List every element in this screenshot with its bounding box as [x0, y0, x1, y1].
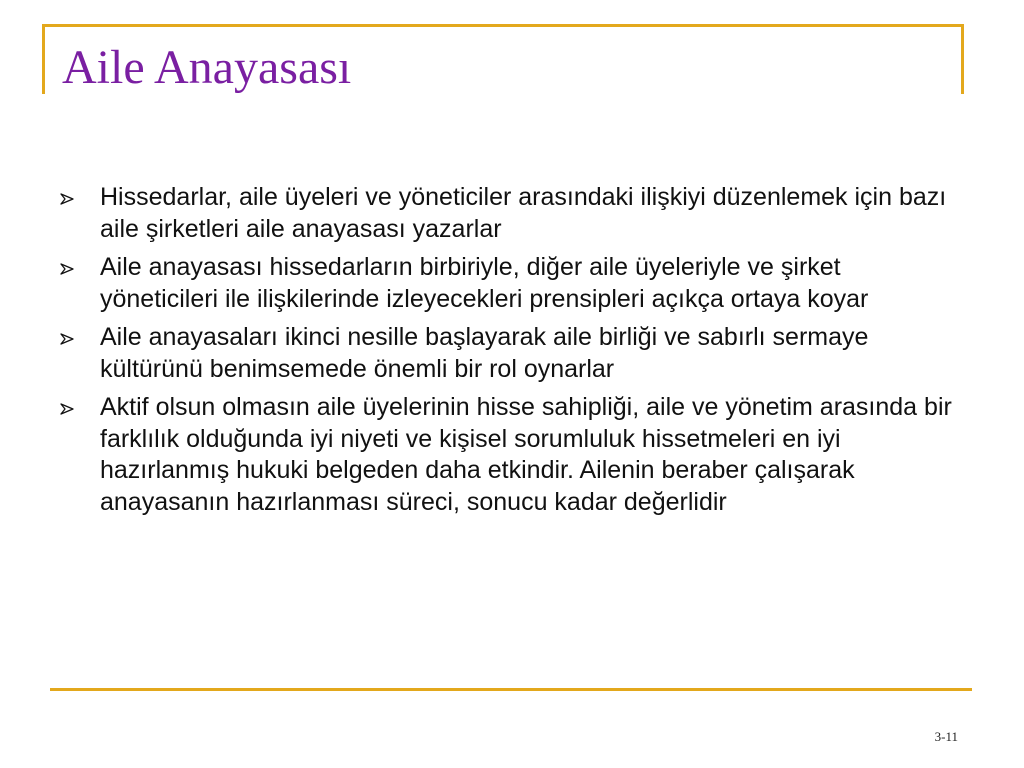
bullet-text: Aile anayasası hissedarların birbiriyle, diğer aile üyeleriyle ve şirket yöneticileri ile ilişkilerinde izleyecekleri prensipleri açıkça ortaya koyar: [100, 253, 869, 313]
bullet-text: Aktif olsun olmasın aile üyelerinin hisse sahipliği, aile ve yönetim arasında bir farklılık olduğunda iyi niyeti ve kişisel sorumluluk hissetmeleri en iyi hazırlanmış hukuki belgeden daha etkindir. Ailenin beraber çalışarak anayasanın hazırlanması süreci, sonucu kadar değerlidir: [100, 393, 952, 516]
slide-number: 3-11: [934, 729, 958, 744]
slide-title: Aile Anayasası: [62, 41, 352, 94]
left-frame-line: [42, 26, 45, 94]
bullet-text: Hissedarlar, aile üyeleri ve yöneticiler arasındaki ilişkiyi düzenlemek için bazı aile şirketleri aile anayasası yazarlar: [100, 183, 947, 243]
bullet-item: [58, 252, 963, 315]
bullet-item: [58, 392, 963, 518]
top-frame-line: [42, 24, 964, 27]
bullet-item: [58, 182, 963, 245]
arrowhead-bullet-icon: [60, 403, 74, 415]
bullet-item: [58, 322, 963, 385]
right-frame-line: [961, 24, 964, 94]
bullet-list: [58, 182, 963, 525]
bullet-text: Aile anayasaları ikinci nesille başlayarak aile birliği ve sabırlı sermaye kültürünü benimsemede önemli bir rol oynarlar: [100, 323, 869, 383]
arrowhead-bullet-icon: [60, 263, 74, 275]
bottom-divider: [50, 688, 972, 691]
arrowhead-bullet-icon: [60, 333, 74, 345]
arrowhead-bullet-icon: [60, 193, 74, 205]
